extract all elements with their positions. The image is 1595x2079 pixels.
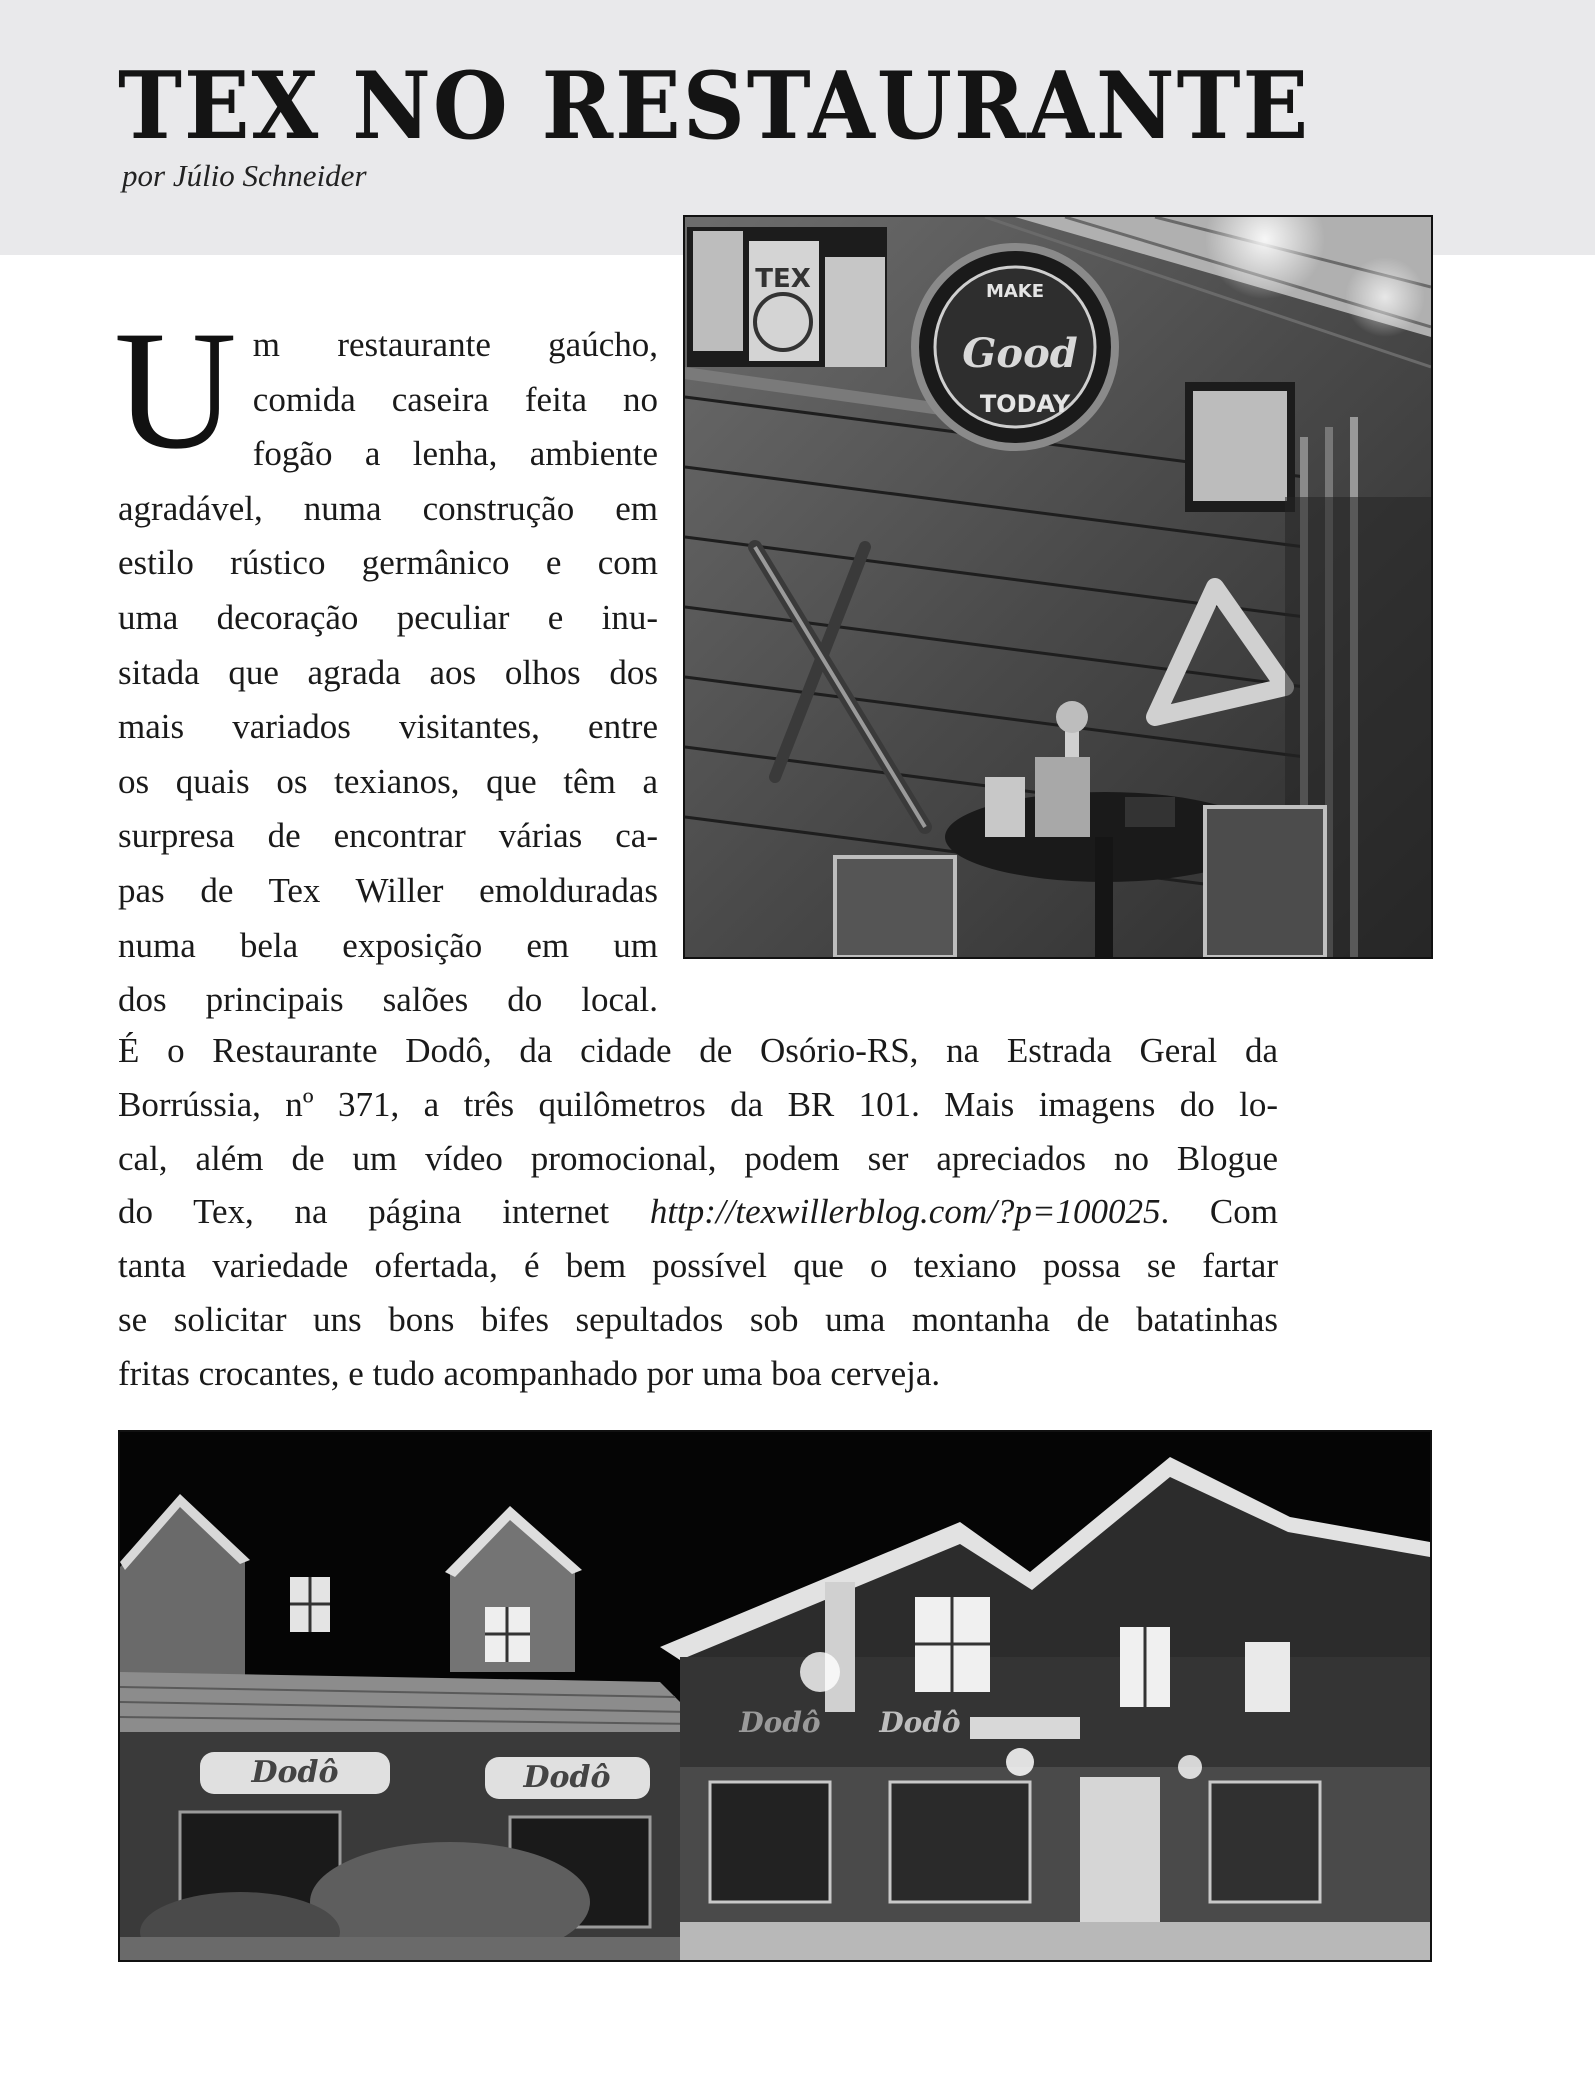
intro-line: agradável, numa construção em [118, 488, 658, 528]
sign-right-b: Dodô [879, 1706, 961, 1739]
intro-line: os quais os texianos, que têm a [118, 761, 658, 801]
drop-cap: U [114, 296, 237, 484]
body-line: cal, além de um vídeo promocional, podem ser apreciados no Blogue [118, 1138, 1278, 1178]
sign-line3: TODAY [979, 390, 1071, 418]
blog-url-link[interactable]: http://texwillerblog.com/?p=100025 [649, 1192, 1161, 1232]
intro-line: m restaurante gaúcho, [252, 325, 658, 364]
intro-line: sitada que agrada aos olhos dos [118, 652, 658, 692]
article-title: TEX NO RESTAURANTE [118, 51, 1311, 161]
article-byline: por Júlio Schneider [122, 158, 367, 193]
interior-photo [683, 215, 1433, 959]
body-line: se solicitar uns bons bifes sepultados sob uma montanha de batatinhas [118, 1299, 1278, 1339]
intro-line: surpresa de encontrar várias ca- [118, 816, 658, 856]
body-line: fritas crocantes, e tudo acompanhado por uma boa cerveja. [118, 1353, 941, 1393]
intro-line: uma decoração peculiar e inu- [118, 597, 658, 637]
intro-line: dos principais salões do local. [118, 980, 658, 1020]
intro-line: mais variados visitantes, entre [118, 707, 658, 747]
body-line-with-url [118, 1185, 1278, 1239]
article-intro [114, 296, 658, 1028]
sign-line2: Good [962, 330, 1078, 377]
sign-right-a: Dodô [739, 1706, 821, 1739]
intro-line: comida caseira feita no [252, 379, 658, 419]
body-line: Borrússia, nº 371, a três quilômetros da BR 101. Mais imagens do lo- [118, 1084, 1278, 1124]
intro-line: pas de Tex Willer emolduradas [118, 870, 658, 910]
body-line: tanta variedade ofertada, é bem possível que o texiano possa se fartar [118, 1246, 1278, 1286]
intro-line: estilo rústico germânico e com [118, 543, 658, 583]
article-body [118, 1024, 1278, 1401]
exterior-photo [118, 1430, 1432, 1962]
comic-label: TEX [755, 264, 811, 294]
sign-center: Dodô [523, 1760, 611, 1795]
sign-line1: MAKE [985, 281, 1045, 302]
intro-line: fogão a lenha, ambiente [252, 434, 658, 474]
body-line: É o Restaurante Dodô, da cidade de Osório-RS, na Estrada Geral da [118, 1031, 1278, 1070]
intro-line: numa bela exposição em um [118, 925, 658, 965]
url-suffix: . Com [1160, 1192, 1278, 1232]
url-prefix: do Tex, na página internet [118, 1192, 650, 1232]
sign-left: Dodô [251, 1755, 339, 1790]
